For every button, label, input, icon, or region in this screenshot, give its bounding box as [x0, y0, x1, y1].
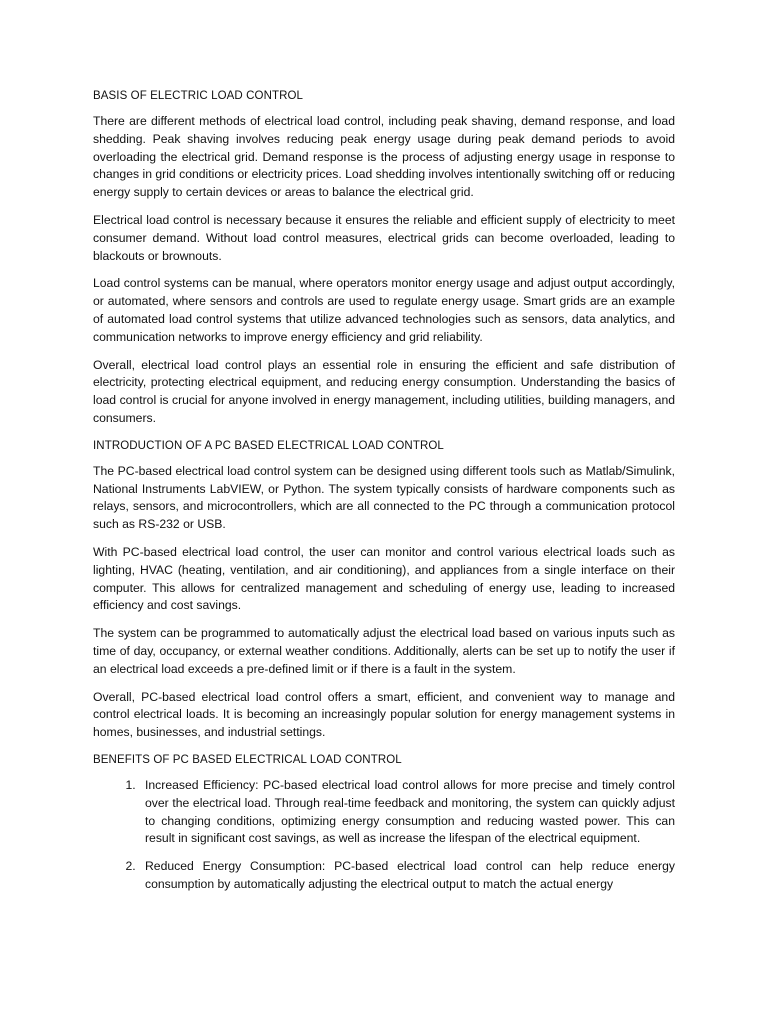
list-item: 2. Reduced Energy Consumption: PC-based electrical load control can help reduce energy consumption by automatically adjusting the electrical output to match the actual energy — [139, 858, 675, 894]
paragraph: With PC-based electrical load control, the user can monitor and control various electrical loads such as lighting, HVAC (heating, ventilation, and air conditioning), and appliances from a single interface on their computer. This allows for centralized management and scheduling of energy use, leading to increased efficiency and cost savings. — [93, 544, 675, 613]
paragraph: The system can be programmed to automatically adjust the electrical load based on various inputs such as time of day, occupancy, or external weather conditions. Additionally, alerts can be set up to notify the user if an electrical load exceeds a pre-defined limit or if there is a fault in the system. — [93, 626, 675, 676]
section-heading-introduction: INTRODUCTION OF A PC BASED ELECTRICAL LOAD CONTROL — [93, 439, 444, 452]
section-heading-benefits: BENEFITS OF PC BASED ELECTRICAL LOAD CONTROL — [93, 753, 402, 766]
paragraph: Load control systems can be manual, where operators monitor energy usage and adjust output accordingly, or automated, where sensors and controls are used to regulate energy usage. Smart grids are an example of automated load control systems that utilize advanced technologies such as sensors, data analytics, and communication networks to improve energy efficiency and grid reliability. — [93, 276, 675, 344]
benefits-list — [93, 777, 675, 894]
paragraph: The PC-based electrical load control system can be designed using different tools such as Matlab/Simulink, National Instruments LabVIEW, or Python. The system typically consists of hardware components such as relays, sensors, and microcontrollers, which are all connected to the PC through a communication protocol such as RS-232 or USB. — [93, 463, 675, 532]
paragraph: There are different methods of electrical load control, including peak shaving, demand response, and load shedding. Peak shaving involves reducing peak energy usage during peak demand periods to avoid overloading the electrical grid. Demand response is the process of adjusting energy usage in response to changes in grid conditions or electricity prices. Load shedding involves intentionally switching off or reducing energy supply to certain devices or areas to balance the electrical grid. — [93, 114, 675, 200]
paragraph: Electrical load control is necessary because it ensures the reliable and efficient supply of electricity to meet consumer demand. Without load control measures, electrical grids can become overloaded, leading to blackouts or brownouts. — [93, 212, 675, 263]
paragraph: Overall, PC-based electrical load control offers a smart, efficient, and convenient way to manage and control electrical loads. It is becoming an increasingly popular solution for energy management systems in homes, businesses, and industrial settings. — [93, 689, 675, 740]
list-item: 1. Increased Efficiency: PC-based electrical load control allows for more precise and timely control over the electrical load. Through real-time feedback and monitoring, the system can quickly adjust to changing conditions, optimizing energy consumption and reducing wasted power. This can result in significant cost savings, as well as increase the lifespan of the electrical equipment. — [139, 777, 675, 848]
paragraph: Overall, electrical load control plays an essential role in ensuring the efficient and safe distribution of electricity, protecting electrical equipment, and reducing energy consumption. Understanding the basics of load control is crucial for anyone involved in energy management, including utilities, building managers, and consumers. — [93, 357, 675, 425]
section-heading-basis: BASIS OF ELECTRIC LOAD CONTROL — [93, 90, 304, 102]
